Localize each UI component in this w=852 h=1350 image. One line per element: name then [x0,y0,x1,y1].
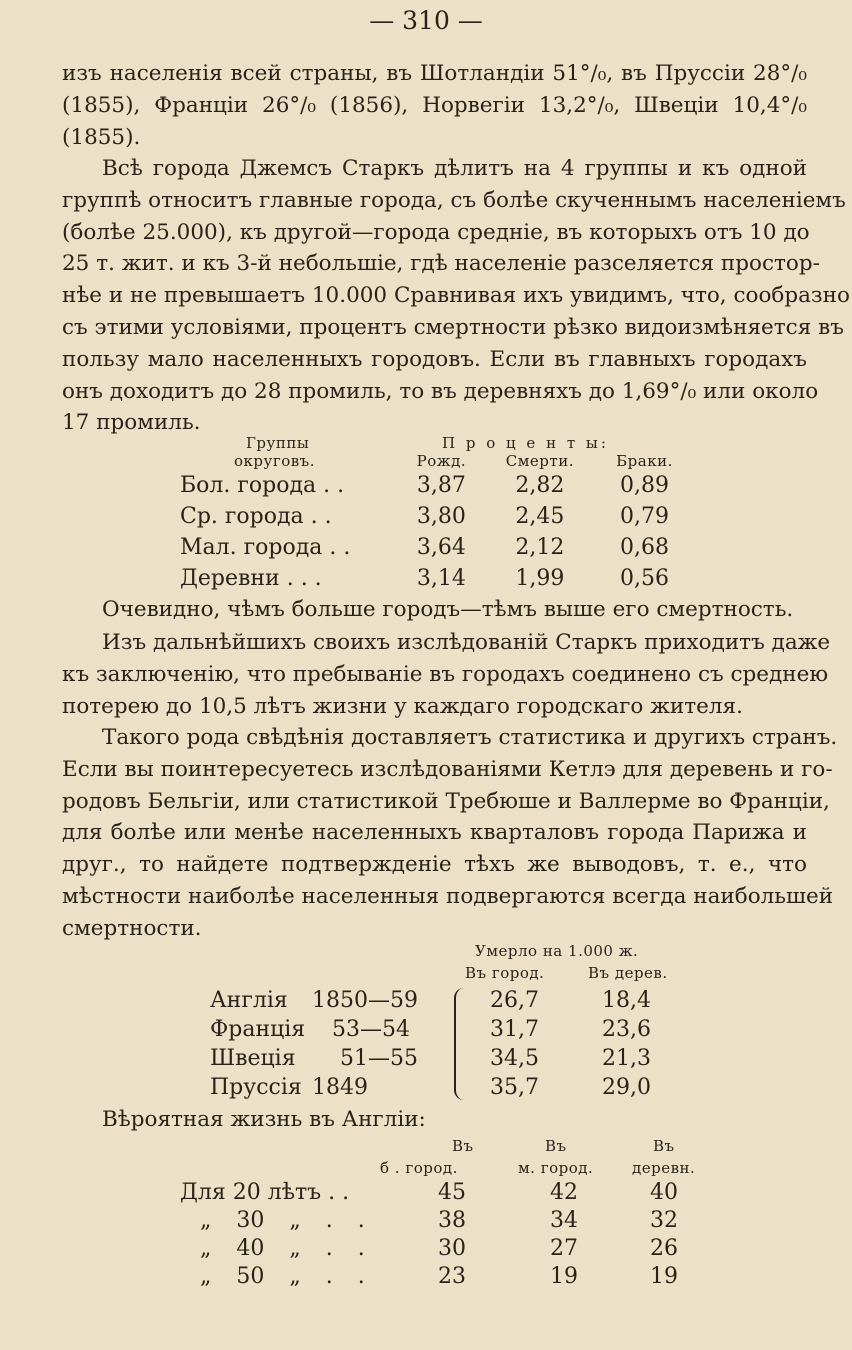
text-line: потерею до 10,5 лѣтъ жизни у каждаго городскаго жителя. [62,693,743,719]
value-cell: 19 [550,1264,578,1289]
value-cell: 26 [650,1236,678,1261]
page-number: — 310 — [369,6,483,35]
years-label: 53—54 [332,1017,410,1042]
table-row: Ср. города . . 3,80 2,45 0,79 [180,504,669,529]
table-row: Мал. города . . 3,64 2,12 0,68 [180,535,669,560]
text-line: изъ населенія всей страны, въ Шотландіи 51°/₀, въ Пруссіи 28°/₀ [62,61,807,86]
value-cell: 31,7 [490,1017,539,1042]
text-line: онъ доходитъ до 28 промиль, то въ деревняхъ до 1,69°/₀ или около [62,378,819,404]
col-big-towns-top: Въ [452,1137,474,1155]
paragraph-6 [62,1104,807,1136]
col-big-towns: б . город. [380,1159,458,1177]
text-line: (1855), Франціи 26°/₀ (1856), Норвегіи 13,2°/₀, Швеціи 10,4°/₀ [62,92,807,118]
paragraph-4 [62,627,831,722]
value-cell: 40 [650,1180,678,1205]
value-cell: 34 [550,1208,578,1233]
countries-block [210,986,460,1102]
text-line: родовъ Бельгіи, или статистикой Требюше и Валлерме во Франціи, [62,788,830,814]
row-label: „ 30 „ . . [200,1208,365,1233]
group-header: Группы [246,434,310,452]
row-label: Для 20 лѣтъ . . [180,1180,350,1205]
text-line: группѣ относитъ главные города, съ болѣе скученнымъ населеніемъ [62,187,846,213]
percent-header: П р о ц е н т ы: [442,434,609,452]
paragraph-2 [62,153,850,439]
mortality-header: Умерло на 1.000 ж. [475,942,639,960]
col-births: Рожд. [416,452,467,470]
value-cell: 34,5 [490,1046,539,1071]
col-villages: деревн. [632,1159,696,1177]
country-label: Швеція [210,1046,296,1071]
col-marriages: Браки. [616,452,673,470]
text-line: (1855). [62,124,141,150]
paragraph-1 [62,58,807,153]
value-cell: 21,3 [602,1046,651,1071]
value-cell: 45 [438,1180,466,1205]
value-cell: 29,0 [602,1075,651,1100]
table-row: Деревни . . . 3,14 1,99 0,56 [180,566,669,591]
text-line: Всѣ города Джемсъ Старкъ дѣлитъ на 4 группы и къ одной [102,156,807,181]
text-line: Изъ дальнѣйшихъ своихъ изслѣдованій Старкъ приходитъ даже [102,630,831,655]
country-label: Франція [210,1017,306,1042]
value-cell: 27 [550,1236,578,1261]
value-cell: 18,4 [602,988,651,1013]
value-cell: 23 [438,1264,466,1289]
years-label: 1850—59 [312,988,418,1013]
col-small-towns-top: Въ [545,1137,567,1155]
text-line: 17 промиль. [62,410,201,436]
value-cell: 19 [650,1264,678,1289]
row-label: „ 40 „ . . [200,1236,365,1261]
paragraph-5 [62,722,838,945]
text-line: (болѣе 25.000), къ другой—города средніе, въ которыхъ отъ 10 до [62,219,810,245]
col-villages-top: Въ [653,1137,675,1155]
col-villages: Въ дерев. [588,964,668,982]
country-label: Англія [210,988,288,1013]
probable-life-table [180,1179,700,1299]
text-line: мѣстности наиболѣе населенныя подвергаются всегда наибольшей [62,883,834,909]
text-line: Вѣроятная жизнь въ Англіи: [102,1107,426,1132]
paragraph-3 [62,594,807,626]
text-line: Если вы поинтересуетесь изслѣдованіями Кетлэ для деревень и го- [62,756,833,782]
col-deaths: Смерти. [505,452,574,470]
value-cell: 38 [438,1208,466,1233]
text-line: къ заключенію, что пребываніе въ городахъ соединено съ среднею [62,661,829,687]
col-small-towns: м. город. [518,1159,594,1177]
text-line: смертности. [62,915,202,941]
text-line: для болѣе или менѣе населенныхъ кварталовъ города Парижа и [62,820,807,846]
text-line: Очевидно, чѣмъ больше городъ—тѣмъ выше его смертность. [102,597,794,622]
value-cell: 23,6 [602,1017,651,1042]
text-line: съ этими условіями, процентъ смертности рѣзко видоизмѣняется въ [62,314,844,340]
col-towns: Въ город. [465,964,545,982]
rates-by-group-table [180,434,692,594]
country-label: Пруссія [210,1075,302,1100]
value-cell: 30 [438,1236,466,1261]
brace-divider [454,988,464,1100]
years-label: 1849 [312,1075,368,1100]
text-line: пользу мало населенныхъ городовъ. Если въ главныхъ городахъ [62,346,807,372]
text-line: 25 т. жит. и къ 3-й небольшіе, гдѣ населеніе разселяется простор- [62,251,820,277]
table-row: Бол. города . . 3,87 2,82 0,89 [180,473,669,498]
value-cell: 42 [550,1180,578,1205]
value-cell: 32 [650,1208,678,1233]
value-cell: 26,7 [490,988,539,1013]
value-cell: 35,7 [490,1075,539,1100]
text-line: нѣе и не превышаетъ 10.000 Сравнивая ихъ увидимъ, что, сообразно [62,283,850,309]
row-label: „ 50 „ . . [200,1264,365,1289]
mortality-values [490,986,690,1102]
text-line: друг., то найдете подтвержденіе тѣхъ же выводовъ, т. е., что [62,852,807,878]
years-label: 51—55 [340,1046,418,1071]
text-line: Такого рода свѣдѣнія доставляетъ статистика и другихъ странъ. [102,725,838,750]
group-header-2: округовъ. [234,452,315,470]
